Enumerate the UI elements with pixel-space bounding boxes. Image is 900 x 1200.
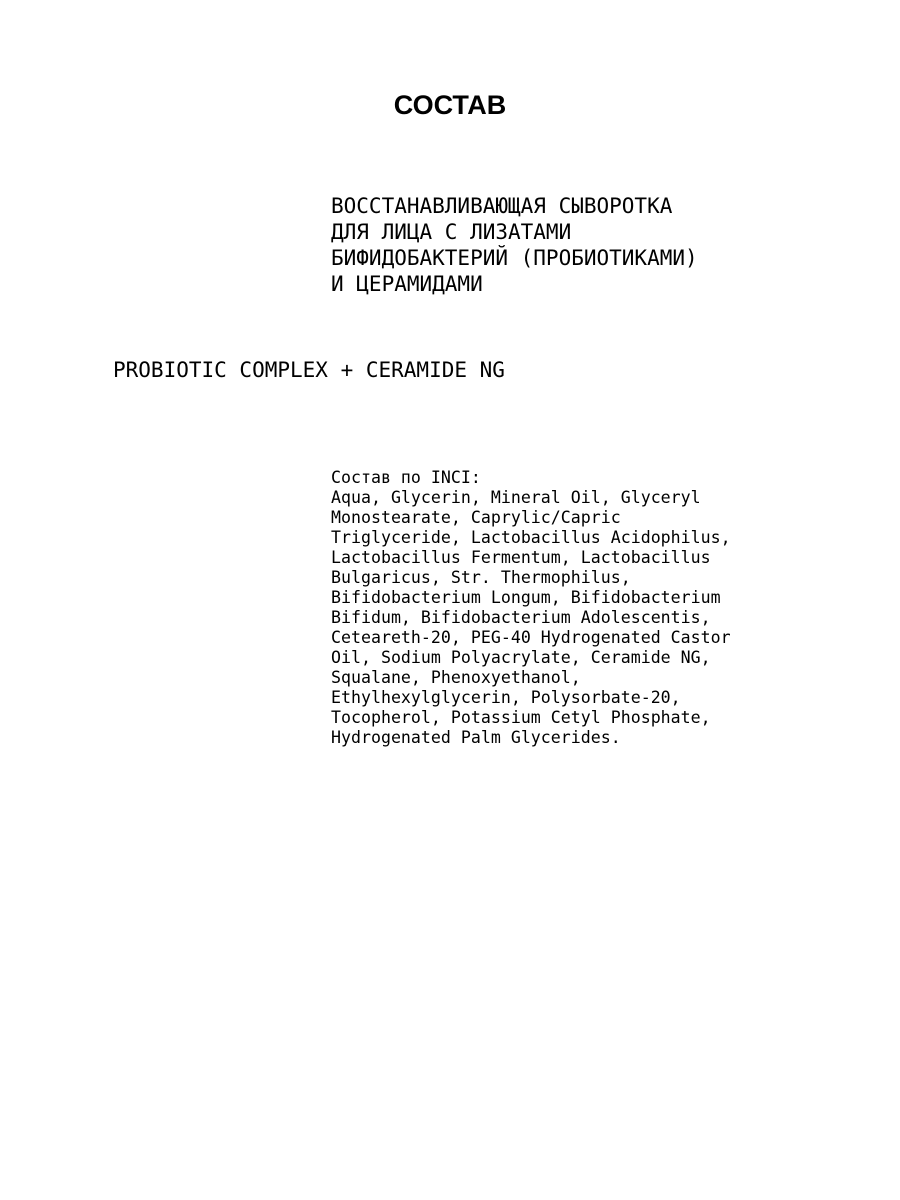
inci-heading: Состав по INCI: bbox=[331, 468, 481, 487]
inci-line: Bifidobacterium Longum, Bifidobacterium bbox=[331, 588, 721, 607]
page-title: СОСТАВ bbox=[393, 90, 507, 120]
inci-line: Aqua, Glycerin, Mineral Oil, Glyceryl bbox=[331, 488, 701, 507]
product-name-line: БИФИДОБАКТЕРИЙ (ПРОБИОТИКАМИ) bbox=[331, 246, 698, 270]
complex-name: PROBIOTIC COMPLEX + CERAMIDE NG bbox=[113, 358, 505, 382]
inci-line: Ceteareth-20, PEG-40 Hydrogenated Castor bbox=[331, 628, 731, 647]
inci-line: Ethylhexylglycerin, Polysorbate-20, bbox=[331, 688, 681, 707]
product-name-line: ВОССТАНАВЛИВАЮЩАЯ СЫВОРОТКА bbox=[331, 194, 673, 218]
inci-line: Triglyceride, Lactobacillus Acidophilus, bbox=[331, 528, 731, 547]
inci-line: Bifidum, Bifidobacterium Adolescentis, bbox=[331, 608, 711, 627]
product-name-line: И ЦЕРАМИДАМИ bbox=[331, 272, 483, 296]
inci-line: Lactobacillus Fermentum, Lactobacillus bbox=[331, 548, 711, 567]
product-name bbox=[331, 193, 851, 297]
inci-line: Oil, Sodium Polyacrylate, Ceramide NG, bbox=[331, 648, 711, 667]
inci-line: Bulgaricus, Str. Thermophilus, bbox=[331, 568, 631, 587]
inci-line: Squalane, Phenoxyethanol, bbox=[331, 668, 581, 687]
inci-line: Hydrogenated Palm Glycerides. bbox=[331, 728, 621, 747]
inci-line: Tocopherol, Potassium Cetyl Phosphate, bbox=[331, 708, 711, 727]
inci-ingredients bbox=[331, 468, 851, 748]
inci-line: Monostearate, Caprylic/Capric bbox=[331, 508, 621, 527]
product-name-line: ДЛЯ ЛИЦА С ЛИЗАТАМИ bbox=[331, 220, 572, 244]
